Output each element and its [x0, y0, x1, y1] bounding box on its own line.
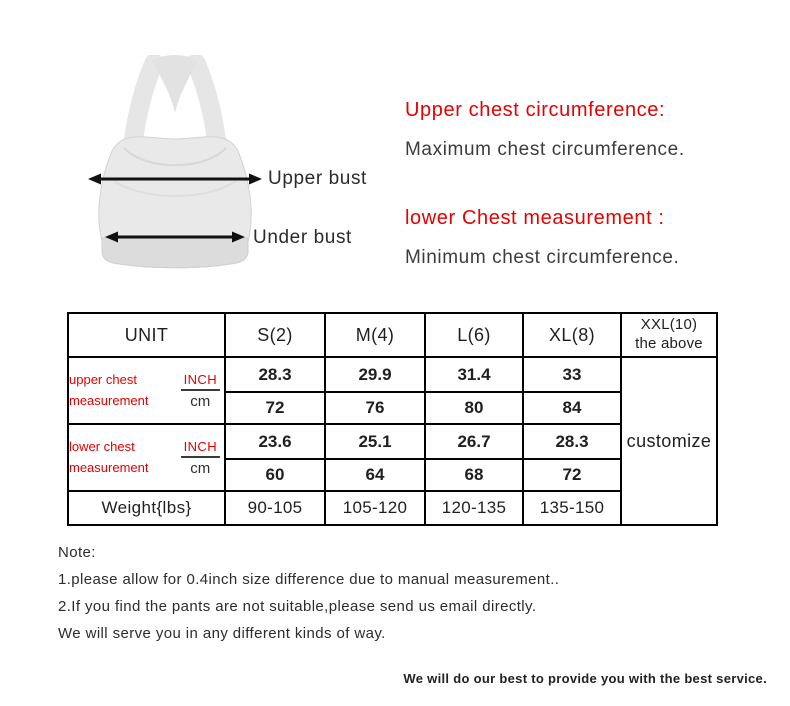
note-line-1: 1.please allow for 0.4inch size difference due to manual measurement..	[58, 571, 560, 588]
upper-chest-heading: Upper chest circumference:	[405, 99, 666, 121]
upper-inch-xl: 33	[523, 357, 621, 392]
weight-row	[68, 491, 717, 525]
header-unit: UNIT	[68, 313, 225, 357]
lower-chest-description: Minimum chest circumference.	[405, 247, 680, 268]
upper-cm-s: 72	[225, 392, 325, 424]
header-size-m: M(4)	[325, 313, 425, 357]
weight-m: 105-120	[325, 491, 425, 525]
upper-cm-xl: 84	[523, 392, 621, 424]
size-table	[67, 312, 718, 526]
weight-s: 90-105	[225, 491, 325, 525]
lower-chest-heading: lower Chest measurement :	[405, 207, 665, 229]
upper-cm-m: 76	[325, 392, 425, 424]
footer-slogan: We will do our best to provide you with the best service.	[403, 671, 767, 686]
table-header-row	[68, 313, 717, 357]
upper-chest-label-cell: upper chest measurement $\frac{\text{INCH}}{cm}$	[68, 357, 225, 424]
note-line-3: We will serve you in any different kinds of way.	[58, 625, 386, 642]
upper-cm-l: 80	[425, 392, 523, 424]
lower-cm-xl: 72	[523, 459, 621, 491]
upper-chest-description: Maximum chest circumference.	[405, 139, 685, 160]
header-size-xxl: XXL(10) the above	[621, 313, 717, 357]
lower-inch-xl: 28.3	[523, 424, 621, 459]
under-bust-label: Under bust	[253, 227, 352, 248]
header-size-s: S(2)	[225, 313, 325, 357]
lower-inch-s: 23.6	[225, 424, 325, 459]
header-size-l: L(6)	[425, 313, 523, 357]
bra-illustration	[80, 55, 390, 270]
weight-l: 120-135	[425, 491, 523, 525]
upper-inch-m: 29.9	[325, 357, 425, 392]
note-block	[58, 539, 559, 647]
upper-chest-inch-row	[68, 357, 717, 392]
customize-cell: customize	[621, 357, 717, 525]
lower-unit-fraction: $\frac{\text{INCH}}{cm}$	[181, 439, 220, 477]
header-size-xl: XL(8)	[523, 313, 621, 357]
upper-bust-label: Upper bust	[268, 168, 367, 189]
note-title: Note:	[58, 544, 96, 561]
bra-under-band	[102, 238, 248, 268]
lower-inch-m: 25.1	[325, 424, 425, 459]
upper-inch-l: 31.4	[425, 357, 523, 392]
lower-cm-l: 68	[425, 459, 523, 491]
lower-cm-m: 64	[325, 459, 425, 491]
weight-xl: 135-150	[523, 491, 621, 525]
lower-cm-s: 60	[225, 459, 325, 491]
upper-unit-fraction: $\frac{\text{INCH}}{cm}$	[181, 372, 220, 410]
lower-chest-label-cell: lower chest measurement $\frac{\text{INCH}}{cm}$	[68, 424, 225, 491]
upper-inch-s: 28.3	[225, 357, 325, 392]
measurement-descriptions	[405, 99, 780, 269]
lower-chest-inch-row	[68, 424, 717, 459]
lower-inch-l: 26.7	[425, 424, 523, 459]
bra-racerback	[152, 55, 198, 113]
note-line-2: 2.If you find the pants are not suitable,please send us email directly.	[58, 598, 537, 615]
weight-label: Weight{lbs}	[68, 491, 225, 525]
